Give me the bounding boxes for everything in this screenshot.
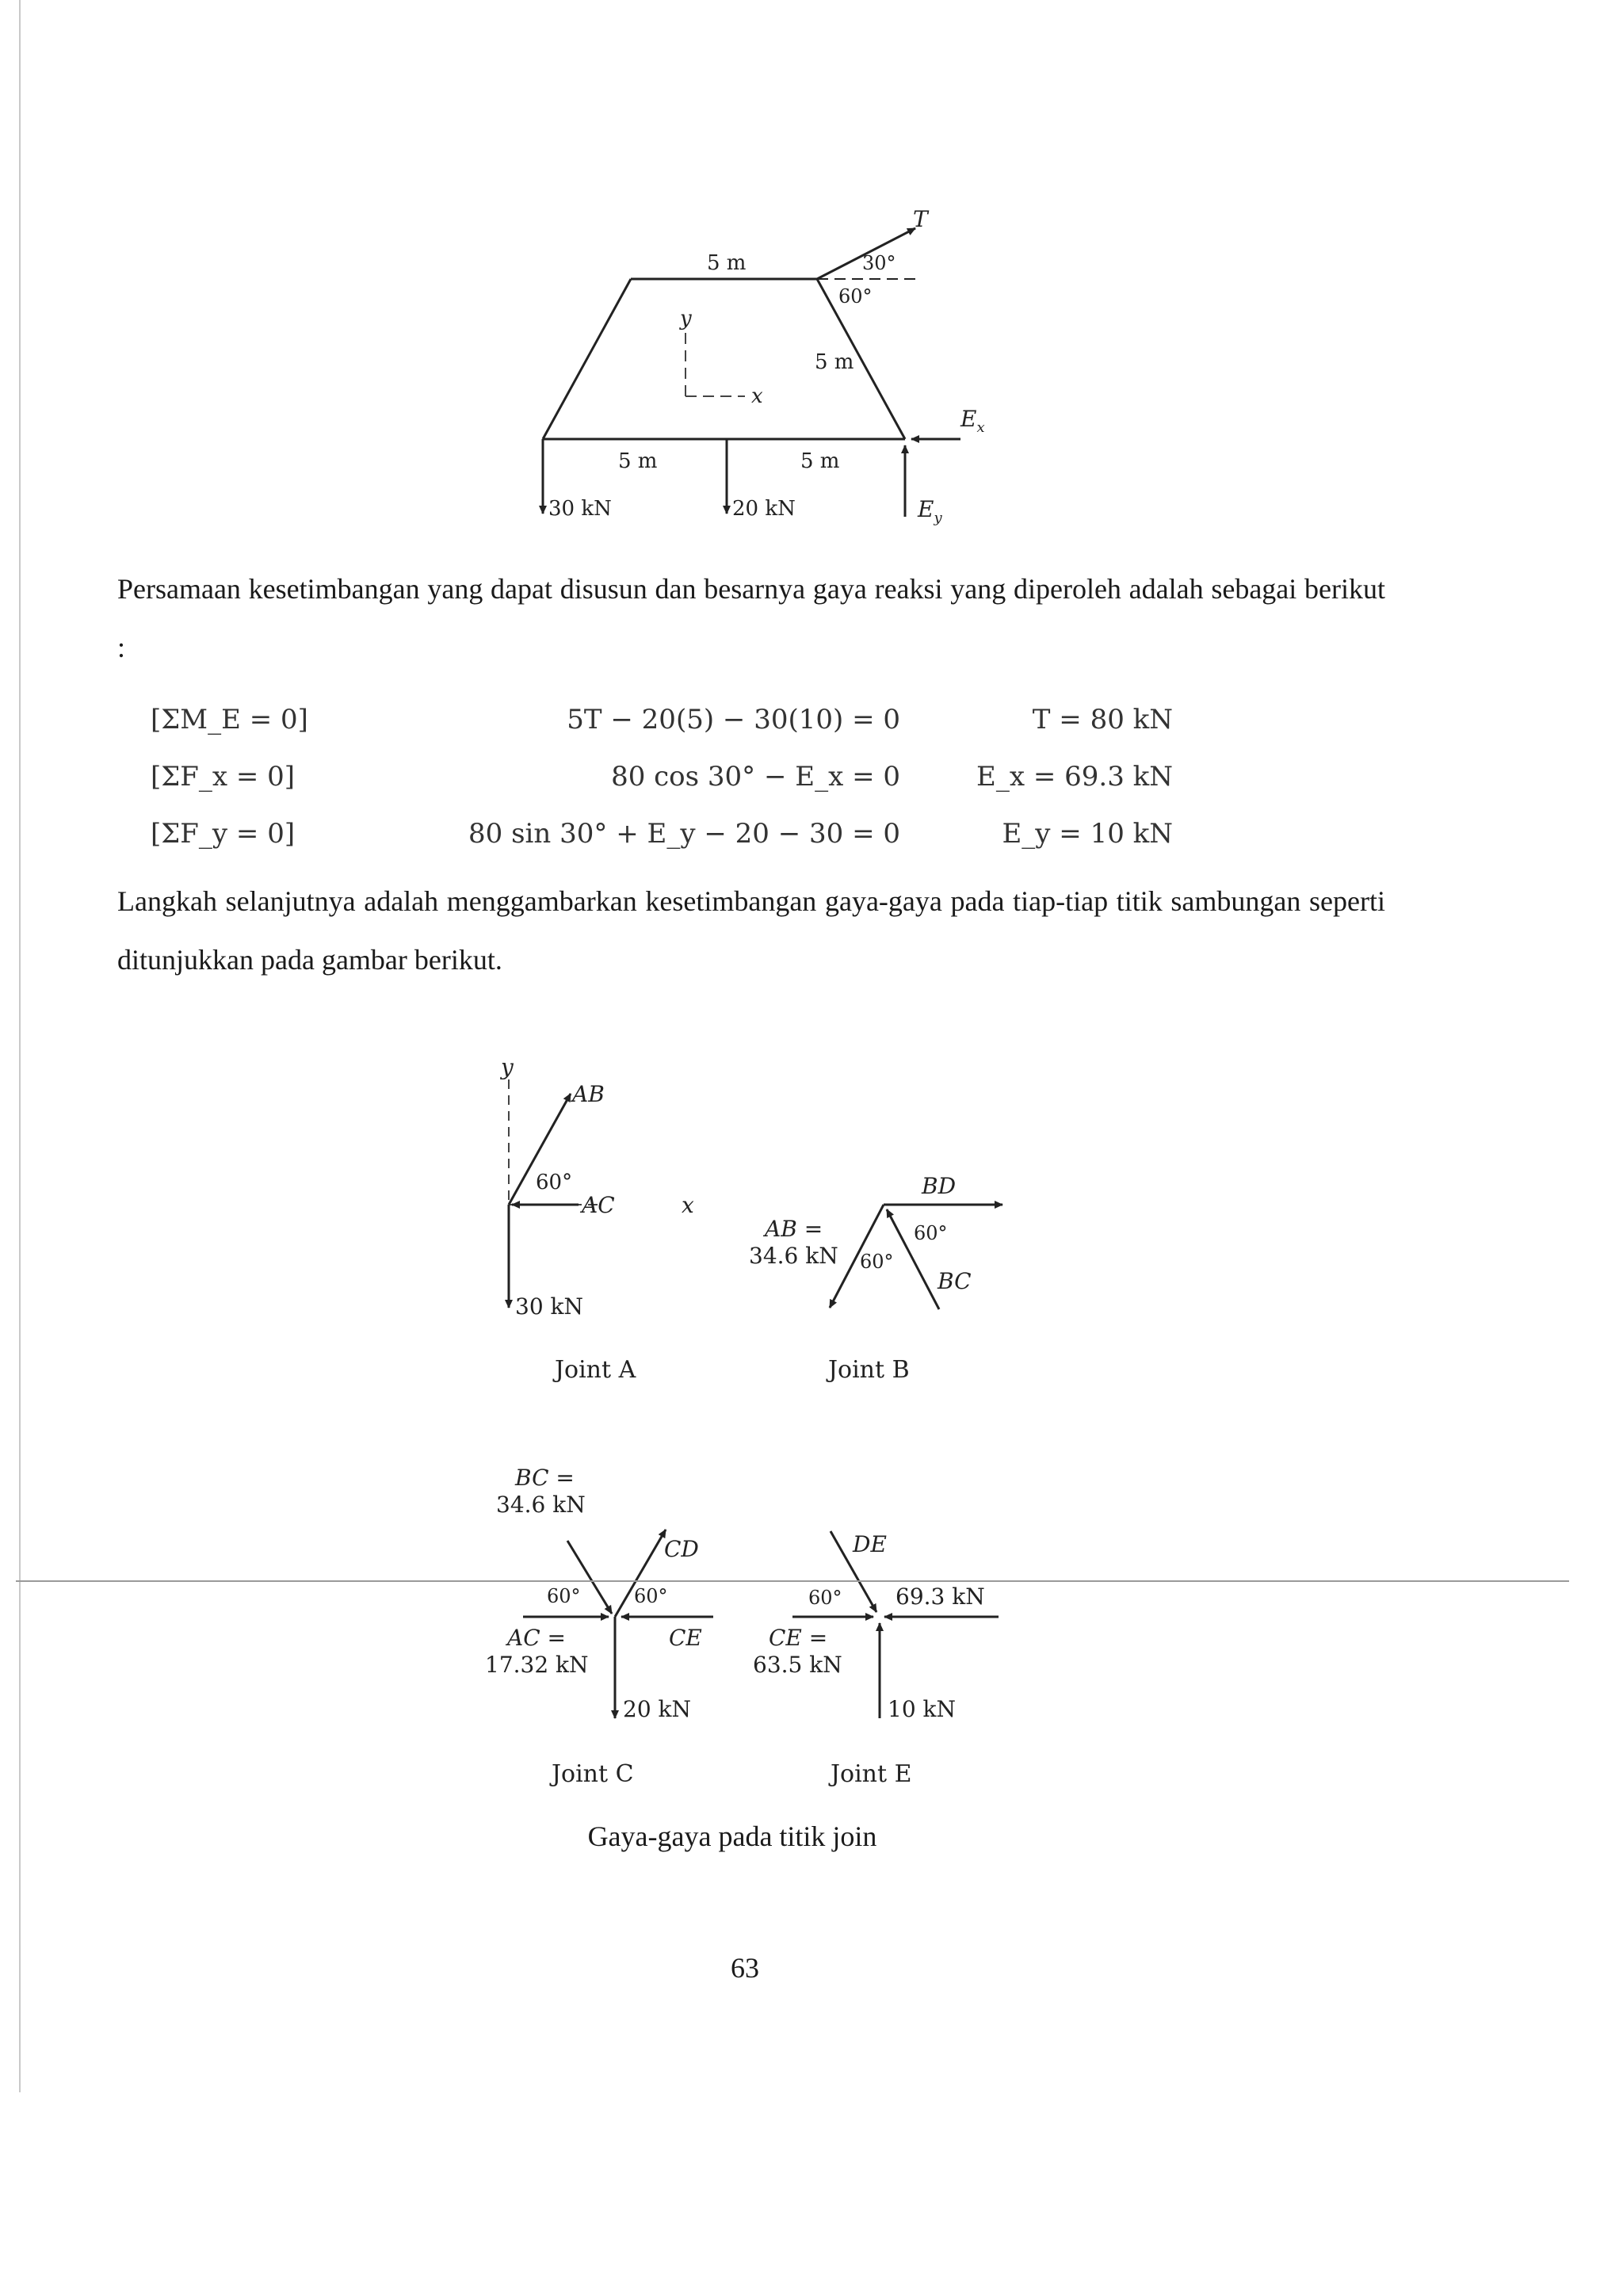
bc-label-line1: BC = (515, 1465, 575, 1491)
axis-y-label: y (680, 307, 692, 330)
ab-label-line2: 34.6 kN (749, 1243, 838, 1269)
bc-label-line2: 34.6 kN (496, 1492, 586, 1518)
joint-b-diagram (741, 1157, 1026, 1395)
joint-a-diagram (483, 1046, 729, 1395)
equation-label: [ΣF_y = 0] (151, 818, 296, 850)
equation-expression: 80 cos 30° − E_x = 0 (611, 761, 900, 793)
caption-joint-a: Joint A (555, 1356, 636, 1384)
axis-x-label: x (682, 1192, 694, 1218)
paragraph-joint-intro: Langkah selanjutnya adalah menggambarkan kesetimbangan gaya-gaya pada tiap-tiap titik sambungan seperti ditunjukkan pada gambar berikut. (117, 885, 1385, 976)
caption-joint-b: Joint B (828, 1356, 910, 1384)
bd-label: BD (922, 1173, 957, 1199)
reaction-ex-label: $E_x$ (960, 406, 985, 436)
ac-label-line2: 17.32 kN (485, 1652, 589, 1678)
equation-label: [ΣM_E = 0] (151, 704, 308, 735)
angle-right-label: 60° (914, 1222, 948, 1244)
scan-edge (19, 0, 21, 2092)
equation-row (0, 761, 1623, 808)
ac-label: AC (582, 1192, 615, 1218)
reaction-ey-label: $E_y$ (918, 496, 942, 526)
top-length: 5 m (707, 251, 747, 275)
angle-left-label: 60° (860, 1251, 894, 1273)
paragraph-equilibrium-intro: Persamaan kesetimbangan yang dapat disusun dan besarnya gaya reaksi yang diperoleh adalah sebagai berikut : (117, 573, 1385, 663)
ab-label-line1: AB = (765, 1216, 823, 1242)
de-label: DE (853, 1531, 887, 1557)
figure-caption: Gaya-gaya pada titik join (587, 1820, 877, 1852)
cd-label: CD (664, 1536, 699, 1562)
force-t-label: T (913, 206, 928, 232)
bc-label: BC (938, 1268, 972, 1294)
angle-30-label: 30° (862, 252, 896, 274)
angle-label: 60° (536, 1171, 573, 1194)
caption-joint-e: Joint E (831, 1760, 912, 1788)
scan-artifact-line (16, 1580, 1569, 1582)
axis-y-label: y (501, 1054, 514, 1080)
angle-label: 60° (808, 1587, 842, 1609)
caption-joint-c: Joint C (552, 1760, 634, 1788)
equation-result: E_y = 10 kN (1002, 818, 1173, 850)
equation-expression: 80 sin 30° + E_y − 20 − 30 = 0 (468, 818, 900, 850)
angle-right-label: 60° (634, 1585, 668, 1607)
ex-label: 69.3 kN (896, 1584, 985, 1610)
angle-left-label: 60° (547, 1585, 581, 1607)
ce-label-line2: 63.5 kN (753, 1652, 842, 1678)
load-left-label: 30 kN (548, 497, 612, 521)
equation-label: [ΣF_x = 0] (151, 761, 296, 793)
axis-x-label: x (751, 384, 763, 408)
bottom-right-length: 5 m (800, 449, 840, 473)
ac-label-line1: AC = (507, 1625, 567, 1651)
ce-label-line1: CE = (769, 1625, 828, 1651)
ce-label: CE (669, 1625, 702, 1651)
joint-c-diagram (475, 1458, 745, 1791)
ey-label: 10 kN (888, 1696, 956, 1722)
page-number: 63 (731, 1952, 759, 1984)
equation-row (0, 704, 1623, 751)
truss-left-member (543, 279, 631, 439)
truss-diagram (507, 206, 1030, 555)
equation-expression: 5T − 20(5) − 30(10) = 0 (567, 704, 900, 735)
load-label: 30 kN (515, 1293, 583, 1320)
equation-result: T = 80 kN (1032, 704, 1173, 735)
right-member-length: 5 m (815, 350, 854, 374)
load-middle-label: 20 kN (732, 497, 796, 521)
equation-result: E_x = 69.3 kN (976, 761, 1173, 793)
equation-row (0, 818, 1623, 865)
ab-label: AB (572, 1081, 605, 1107)
load-label: 20 kN (623, 1696, 691, 1722)
angle-60-label: 60° (838, 285, 873, 308)
joint-e-diagram (745, 1506, 1014, 1791)
bottom-left-length: 5 m (618, 449, 658, 473)
